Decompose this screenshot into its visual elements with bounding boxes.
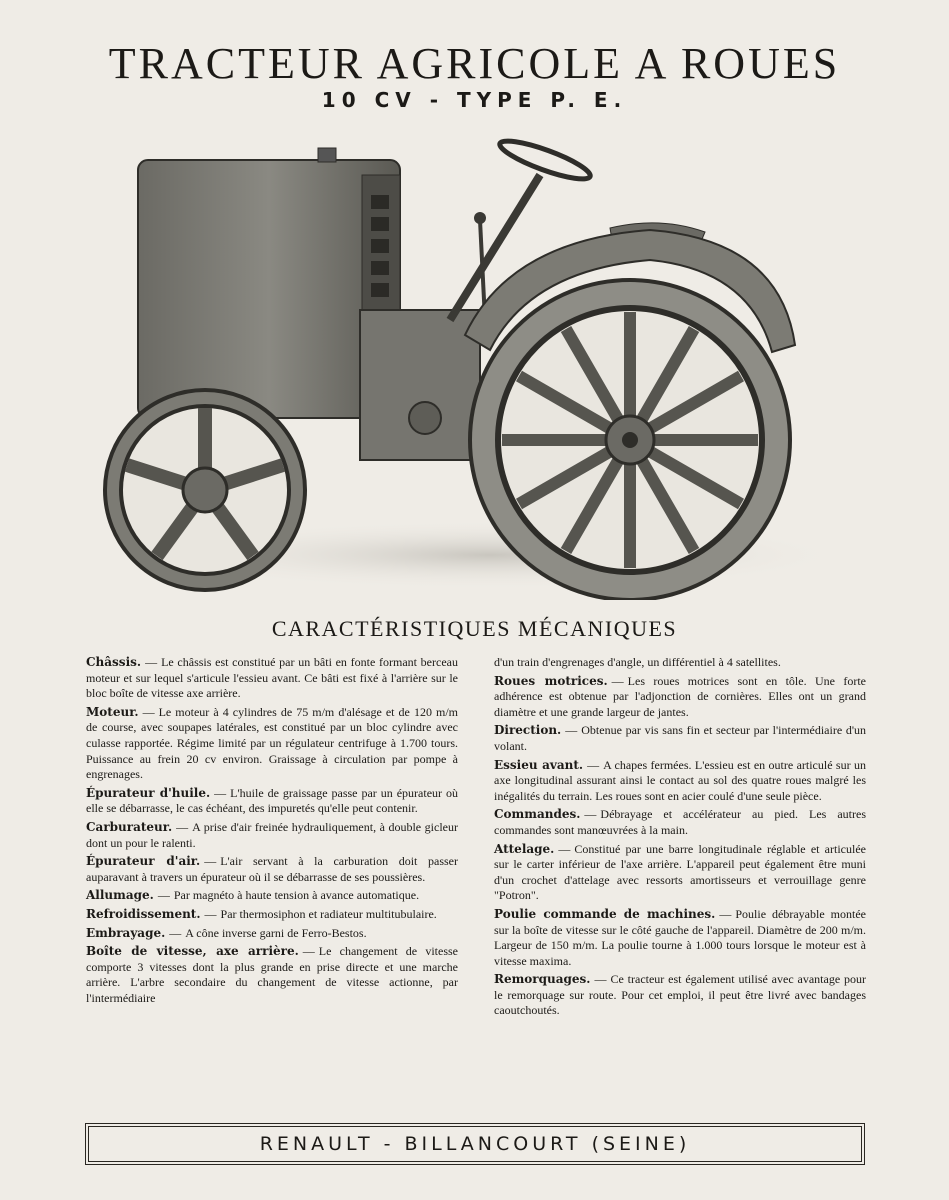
spec-epurateur-huile xyxy=(86,786,458,817)
spec-text: Constitué par une barre longitudinale réglable et articulée sur le carter inférieur de l'axe arrière. L'appareil peut également être muni d'un crochet d'attelage avec ressorts amortisseurs et verrouillage genre "Potron". xyxy=(494,841,866,903)
em-dash: — xyxy=(204,854,217,869)
spec-term: Direction. xyxy=(494,723,562,738)
spec-text: Le changement de vitesse comporte 3 vitesses dont la plus grande en prise directe et une marche arrière. L'arbre secondaire du changement de vitesse actionne, par l'intermédiaire xyxy=(86,944,458,1005)
spec-term: Carburateur. xyxy=(86,819,173,834)
em-dash: — xyxy=(169,925,182,940)
right-column xyxy=(494,655,866,1115)
spec-term: Essieu avant. xyxy=(494,757,584,772)
spec-text: Ce tracteur est également utilisé avec avantage pour le remorquage sur route. Pour cet emploi, il peut être livré avec bandages caoutchoutés. xyxy=(494,972,866,1018)
spec-boite-vitesse xyxy=(86,944,458,1006)
spec-text: Le châssis est constitué par un bâti en fonte formant berceau moteur et sur lequel s'articule l'essieu avant. Ce bâti est fixé à l'arrière sur le bloc boîte de vitesse axe arrière. xyxy=(86,655,458,701)
em-dash: — xyxy=(719,906,732,921)
spec-continuation: d'un train d'engrenages d'angle, un différentiel à 4 satellites. xyxy=(494,655,781,669)
spec-text: Le moteur à 4 cylindres de 75 m/m d'alésage et de 120 m/m de course, avec soupapes latérales, est constitué par un bloc cylindre avec culasse rapportée. Régime limité par un régulateur centrifuge à 1.700 tours. Puissance au frein 20 cv environ. Graissage à circulation par pompe à engrenages. xyxy=(86,704,458,782)
spec-essieu-avant xyxy=(494,758,866,805)
spec-text: Poulie débrayable montée sur la boîte de vitesse sur le côté gauche de l'appareil. Diamètre de 200 m/m. Largeur de 150 m/m. La poulie tourne à 1.000 tours lorsque le moteur est à vitesse maxima. xyxy=(494,906,867,968)
spec-term: Épurateur d'huile. xyxy=(86,785,211,800)
left-column xyxy=(86,655,458,1115)
spec-text: Débrayage et accélérateur au pied. Les autres commandes sont manœuvrées à la main. xyxy=(494,807,866,837)
spec-embrayage xyxy=(86,926,458,942)
spec-roues-motrices xyxy=(494,674,866,721)
spec-commandes xyxy=(494,807,866,838)
spec-text: Les roues motrices sont en tôle. Une forte adhérence est obtenue par l'adjonction de cornières. Elles ont un grand diamètre et une grande largeur de jantes. xyxy=(494,673,866,719)
spec-term: Allumage. xyxy=(86,888,154,903)
specifications-columns xyxy=(86,655,866,1115)
em-dash: — xyxy=(587,757,600,772)
spec-chassis xyxy=(86,655,458,702)
spec-term: Châssis. xyxy=(86,655,142,669)
em-dash: — xyxy=(594,972,607,987)
spec-allumage xyxy=(86,888,458,904)
spec-carburateur xyxy=(86,820,458,851)
spec-attelage xyxy=(494,842,866,904)
spec-term: Attelage. xyxy=(494,841,555,856)
spec-moteur xyxy=(86,705,458,783)
spec-direction xyxy=(494,723,866,754)
em-dash: — xyxy=(584,807,597,822)
spec-text: A prise d'air freinée hydrauliquement, à double gicleur dont un pour le ralenti. xyxy=(86,819,458,850)
spec-text: L'air servant à la carburation doit passer auparavant à travers un épurateur où il se débarrasse de ses poussières. xyxy=(86,854,458,884)
section-heading: CARACTÉRISTIQUES MÉCANIQUES xyxy=(271,616,678,641)
em-dash: — xyxy=(204,906,217,921)
spec-text: Obtenue par vis sans fin et secteur par l'intermédiaire d'un volant. xyxy=(494,723,866,753)
spec-term: Poulie commande de machines. xyxy=(494,906,716,921)
spec-text: Par magnéto à haute tension à avance automatique. xyxy=(173,888,420,903)
spec-remorquages xyxy=(494,972,866,1019)
manufacturer-footer: RENAULT - BILLANCOURT (SEINE) xyxy=(88,1126,862,1162)
spec-text: Par thermosiphon et radiateur multitubulaire. xyxy=(220,906,437,921)
spec-text: A chapes fermées. L'essieu est en outre articulé sur un axe longitudinal assurant ainsi le contact au sol des quatre roues malgré les inégalités du terrain. Les roues sont en acier coulé d'une seule pièce. xyxy=(494,757,866,803)
tractor-illustration xyxy=(90,120,860,600)
em-dash: — xyxy=(565,723,578,738)
spec-term: Boîte de vitesse, axe arrière. xyxy=(86,944,299,959)
spec-term: Refroidissement. xyxy=(86,906,201,921)
page-subtitle: 10 CV - TYPE P. E. xyxy=(321,88,628,112)
page-title: TRACTEUR AGRICOLE A ROUES xyxy=(108,39,841,88)
spec-text: A cône inverse garni de Ferro-Bestos. xyxy=(185,925,367,940)
em-dash: — xyxy=(302,944,315,959)
em-dash: — xyxy=(558,841,571,856)
em-dash: — xyxy=(145,655,158,669)
spec-term: Remorquages. xyxy=(494,972,591,987)
spec-refroidissement xyxy=(86,907,458,923)
spec-term: Commandes. xyxy=(494,807,581,822)
em-dash: — xyxy=(142,704,155,719)
em-dash: — xyxy=(176,819,189,834)
em-dash: — xyxy=(611,673,624,688)
spec-term: Roues motrices. xyxy=(494,673,608,688)
em-dash: — xyxy=(214,785,227,800)
spec-epurateur-air xyxy=(86,854,458,885)
spec-term: Embrayage. xyxy=(86,925,166,940)
em-dash: — xyxy=(157,888,170,903)
spec-poulie xyxy=(494,907,866,969)
spec-term: Épurateur d'air. xyxy=(86,854,201,869)
spec-text: L'huile de graissage passe par un épurateur où elle se débarrasse, le cas échéant, des impuretés qu'elle peut contenir. xyxy=(86,785,458,816)
spec-term: Moteur. xyxy=(86,704,139,719)
